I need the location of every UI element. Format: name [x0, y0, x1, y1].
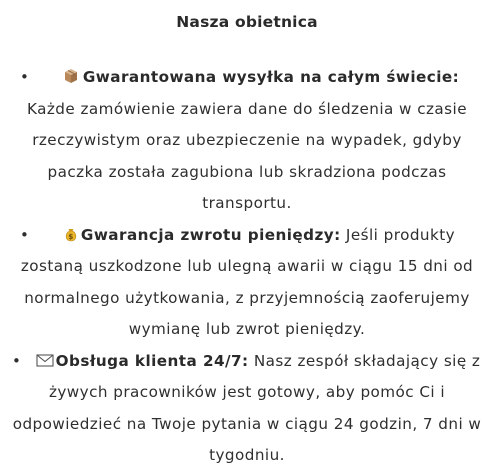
promise-heading: Obsługa klienta 24/7:	[55, 351, 249, 370]
promise-text: Jeśli produkty zostaną uszkodzone lub ulegną awarii w ciągu 15 dni od normalnego użytkowania, z przyjemnością zaoferujemy wymianę lub zwrot pieniędzy.	[20, 225, 474, 338]
promise-text: Nasz zespół składający się z żywych pracowników jest gotowy, aby pomóc Ci i odpowiedzieć na Twoje pytania w ciągu 24 godzin, 7 dni w tygodniu.	[12, 351, 482, 464]
promise-text: Każde zamówienie zawiera dane do śledzenia w czasie rzeczywistym oraz ubezpieczenie na wypadek, gdyby paczka została zagubiona lub skradziona podczas transportu.	[26, 99, 467, 212]
promise-list	[0, 62, 494, 472]
promise-heading: Gwarancja zwrotu pieniędzy:	[80, 225, 341, 244]
list-bullet: •	[12, 351, 22, 370]
section-title: Nasza obietnica	[176, 13, 318, 31]
list-bullet: •	[20, 225, 30, 244]
package-icon	[63, 64, 79, 80]
promise-item-refund	[0, 220, 494, 346]
svg-text:$: $	[68, 232, 74, 241]
promise-item-support	[0, 346, 494, 472]
promise-heading: Gwarantowana wysyłka na całym świecie:	[82, 68, 460, 86]
envelope-icon	[36, 348, 52, 364]
promise-item-shipping	[0, 62, 494, 220]
list-bullet: •	[20, 68, 30, 86]
money-bag-icon	[63, 222, 79, 241]
